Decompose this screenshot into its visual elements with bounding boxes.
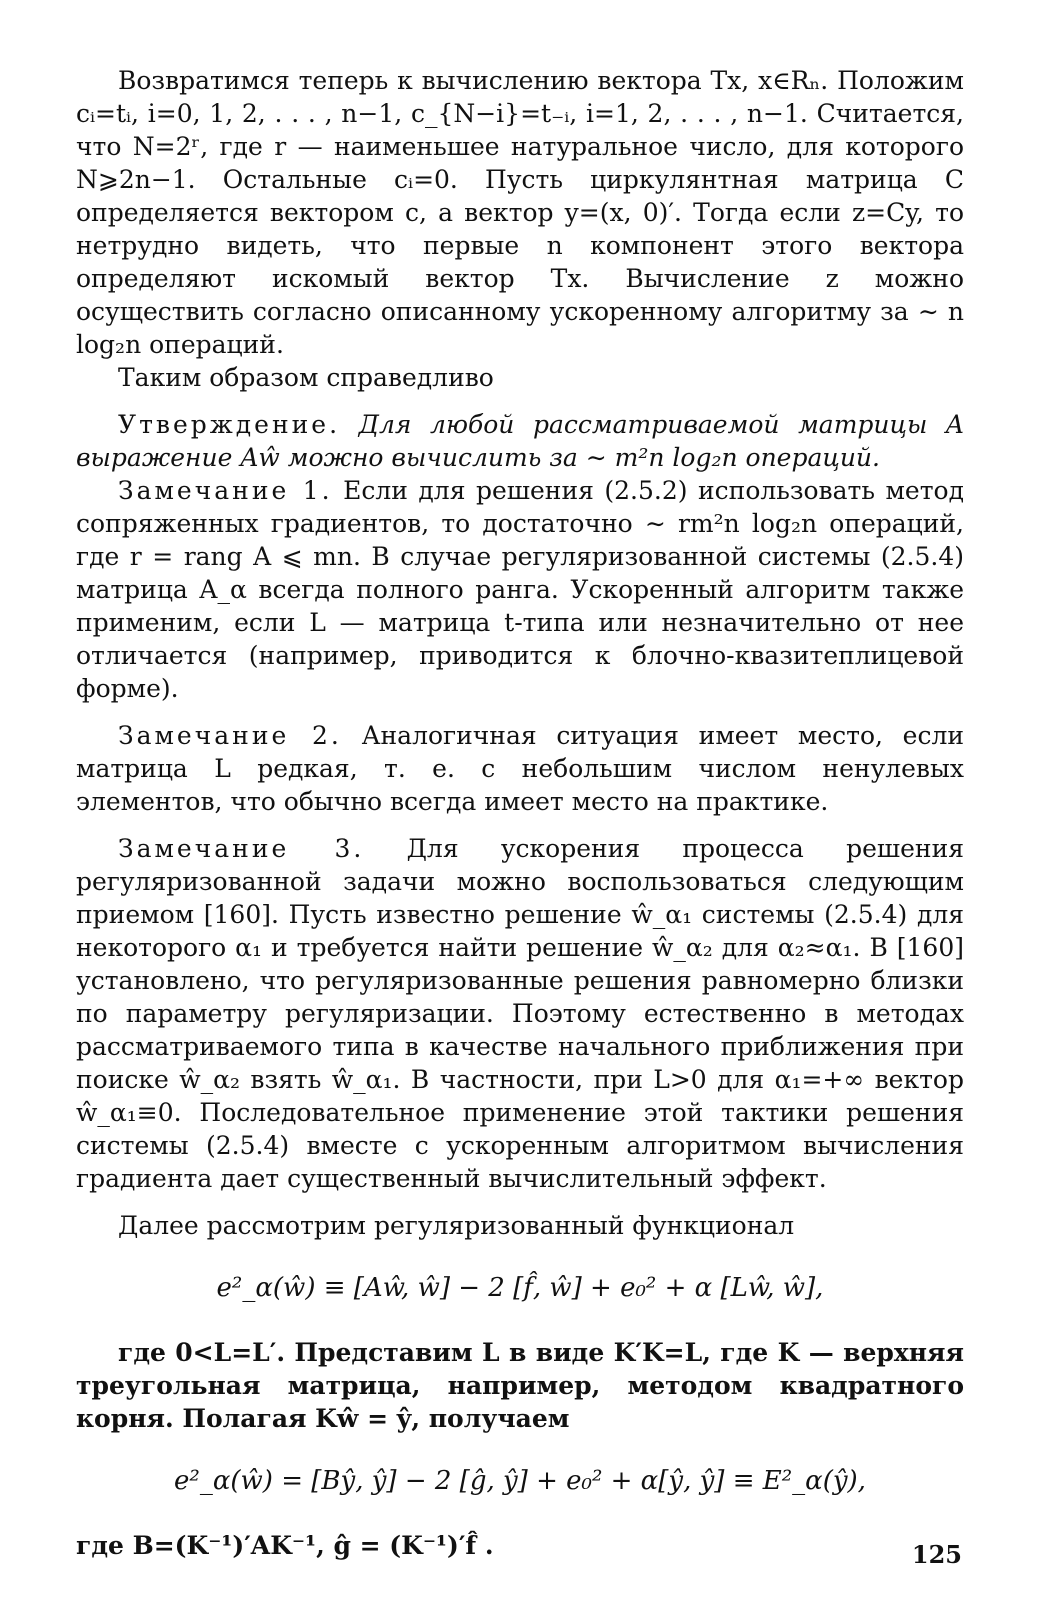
paragraph-cholesky: где 0<L=L′. Представим L в виде K′K=L, где K — верхняя треугольная матрица, например, методом квадратного корня. Полагая Kŵ = ŷ, получаем xyxy=(76,1338,964,1433)
page-number: 125 xyxy=(911,1540,962,1569)
paragraph-thus: Таким образом справедливо xyxy=(118,363,494,392)
intro-functional: Далее рассмотрим регуляризованный функционал xyxy=(118,1211,795,1240)
remark-1-label: Замечание 1. xyxy=(118,476,333,505)
paragraph-definitions: где B=(K⁻¹)′AK⁻¹, ĝ = (K⁻¹)′f̂ . xyxy=(76,1531,494,1560)
statement-text: Для любой рассматриваемой матрицы A выражение Aŵ можно вычислить за ∼ m²n log₂n операций. xyxy=(76,410,964,472)
remark-3-label: Замечание 3. xyxy=(118,834,365,863)
formula-functional: e²_α(ŵ) ≡ [Aŵ, ŵ] − 2 [f̂, ŵ] + e₀² + α [Lŵ, ŵ], xyxy=(216,1273,824,1303)
remark-3 xyxy=(76,832,964,1195)
remark-2 xyxy=(76,719,964,818)
statement-label: Утверждение. xyxy=(118,410,341,439)
remark-1-text: Если для решения (2.5.2) использовать метод сопряженных градиентов, то достаточно ∼ rm²n log₂n операций, где r = rang A ⩽ mn. В случае регуляризованной системы (2.5.4) матрица A_α всегда полного ранга. Ускоренный алгоритм также применим, если L — матрица t-типа или незначительно от нее отличается (например, приводится к блочно-квазитеплицевой форме). xyxy=(76,476,964,703)
paragraph-tx: Возвратимся теперь к вычислению вектора Tx, x∈Rₙ. Положим cᵢ=tᵢ, i=0, 1, 2, . . . , n−1, c_{N−i}=t₋ᵢ, i=1, 2, . . . , n−1. Считается, что N=2ʳ, где r — наименьшее натуральное число, для которого N⩾2n−1. Остальные cᵢ=0. Пусть циркулянтная матрица C определяется вектором c, а вектор y=(x, 0)′. Тогда если z=Cy, то нетрудно видеть, что первые n компонент этого вектора определяют искомый вектор Tx. Вычисление z можно осуществить согласно описанному ускоренному алгоритму за ∼ n log₂n операций. xyxy=(76,66,964,359)
formula-transformed: e²_α(ŵ) = [Bŷ, ŷ] − 2 [ĝ, ŷ] + e₀² + α[ŷ, ŷ] ≡ E²_α(ŷ), xyxy=(174,1466,866,1496)
remark-3-text: Для ускорения процесса решения регуляризованной задачи можно воспользоваться следующим приемом [160]. Пусть известно решение ŵ_α₁ системы (2.5.4) для некоторого α₁ и требуется найти решение ŵ_α₂ для α₂≈α₁. В [160] установлено, что регуляризованные решения равномерно близки по параметру регуляризации. Поэтому естественно в методах рассматриваемого типа в качестве начального приближения при поиске ŵ_α₂ взять ŵ_α₁. В частности, при L>0 для α₁=+∞ вектор ŵ_α₁≡0. Последовательное применение этой тактики решения системы (2.5.4) вместе с ускоренным алгоритмом вычисления градиента дает существенный вычислительный эффект. xyxy=(76,834,965,1193)
remark-2-text: Аналогичная ситуация имеет место, если матрица L редкая, т. е. с небольшим числом ненулевых элементов, что обычно всегда имеет место на практике. xyxy=(76,721,965,816)
remark-2-label: Замечание 2. xyxy=(118,721,342,750)
statement xyxy=(76,408,964,474)
remark-1 xyxy=(76,474,964,705)
